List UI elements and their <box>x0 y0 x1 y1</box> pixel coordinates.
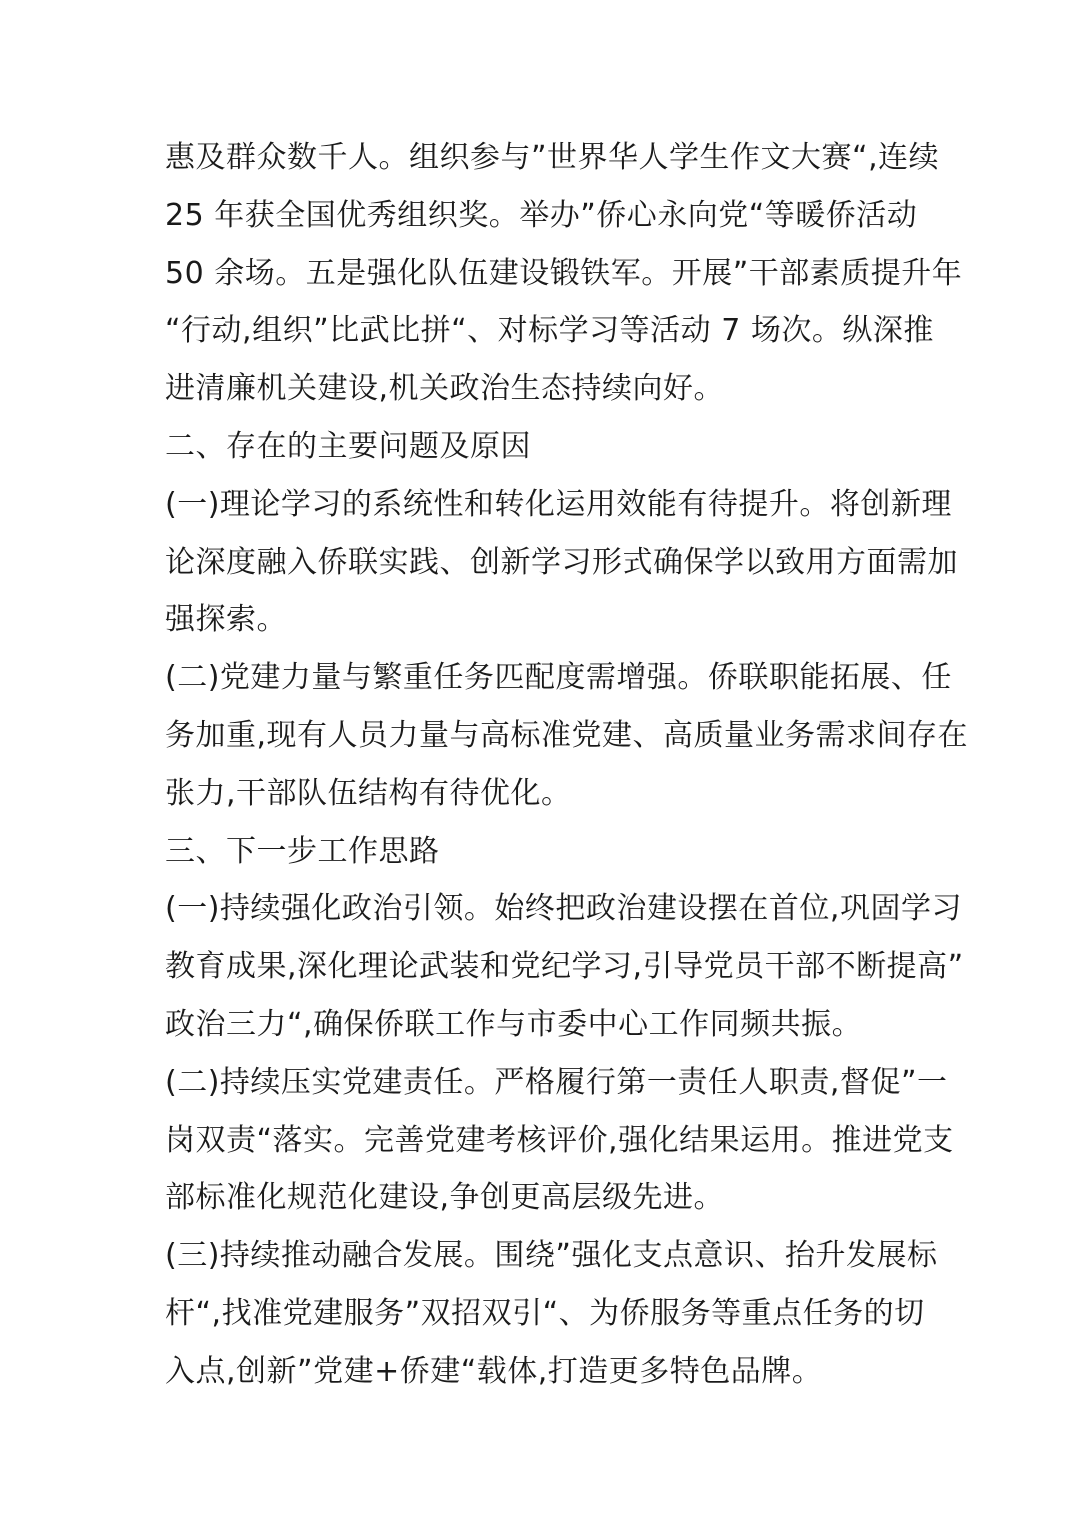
body-line: 惠及群众数千人。组织参与”世界华人学生作文大赛“,连续 <box>165 140 940 175</box>
body-line: 入点,创新”党建+侨建“载体,打造更多特色品牌。 <box>165 1353 823 1389</box>
body-line: “行动,组织”比武比拼“、对标学习等活动 7 场次。纵深推 <box>165 313 934 349</box>
body-line: 杆“,找准党建服务”双招双引“、为侨服务等重点任务的切 <box>165 1295 925 1331</box>
section-heading-3: 三、下一步工作思路 <box>165 833 440 869</box>
body-line: 岗双责“落实。完善党建考核评价,强化结果运用。推进党支 <box>165 1122 954 1158</box>
document-body <box>165 129 969 1401</box>
body-line: 张力,干部队伍结构有待优化。 <box>165 775 572 811</box>
body-line: (二)党建力量与繁重任务匹配度需增强。侨联职能拓展、任 <box>165 660 952 696</box>
body-line: (一)理论学习的系统性和转化运用效能有待提升。将创新理 <box>165 486 952 522</box>
body-line: 务加重,现有人员力量与高标准党建、高质量业务需求间存在 <box>165 717 969 753</box>
body-line: 50 余场。五是强化队伍建设锻铁军。开展”干部素质提升年 <box>165 255 963 291</box>
body-line: 强探索。 <box>165 602 287 638</box>
body-line: 部标准化规范化建设,争创更高层级先进。 <box>165 1180 725 1216</box>
section-heading-2: 二、存在的主要问题及原因 <box>165 428 531 464</box>
body-line: (一)持续强化政治引领。始终把政治建设摆在首位,巩固学习 <box>165 891 962 927</box>
body-line: 教育成果,深化理论武装和党纪学习,引导党员干部不断提高” <box>165 949 964 985</box>
body-line: 25 年获全国优秀组织奖。举办”侨心永向党“等暖侨活动 <box>165 197 918 233</box>
body-line: 进清廉机关建设,机关政治生态持续向好。 <box>165 371 725 407</box>
body-line: (三)持续推动融合发展。围绕”强化支点意识、抬升发展标 <box>165 1238 938 1274</box>
body-line: (二)持续压实党建责任。严格履行第一责任人职责,督促”一 <box>165 1064 948 1100</box>
body-line: 政治三力“,确保侨联工作与市委中心工作同频共振。 <box>165 1006 863 1042</box>
body-line: 论深度融入侨联实践、创新学习形式确保学以致用方面需加 <box>165 544 958 580</box>
